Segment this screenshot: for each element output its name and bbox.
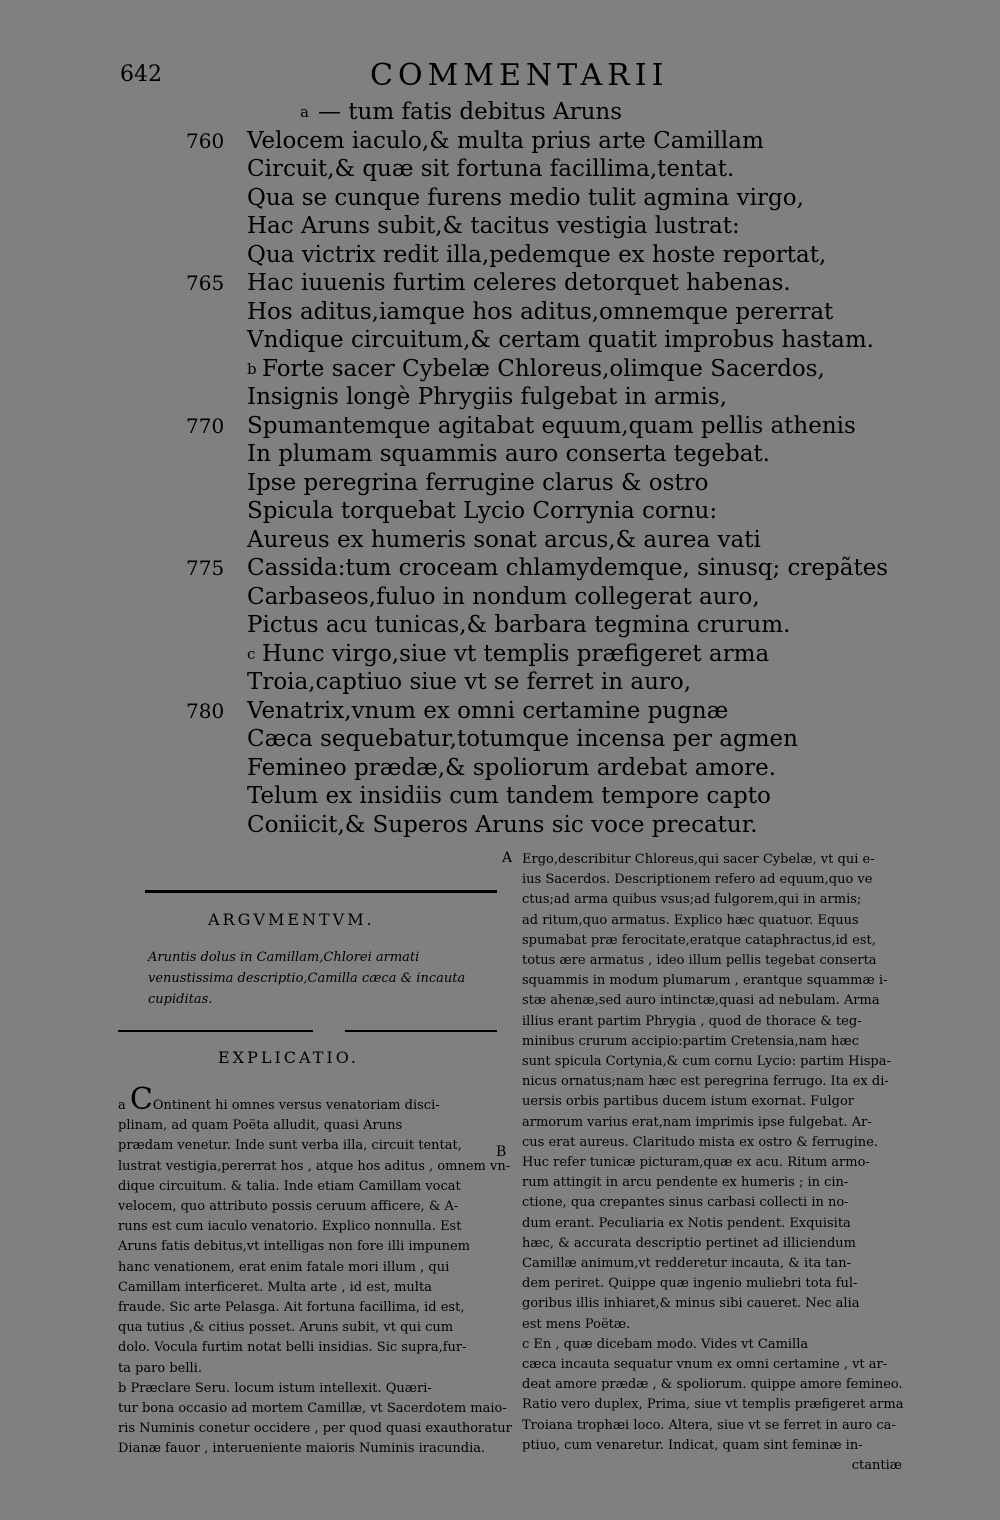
commentary-line: cæca incauta sequatur vnum ex omni certamine , vt ar-: [522, 1357, 888, 1373]
commentary-line: Camillæ animum,vt redderetur incauta, & ita tan-: [522, 1256, 851, 1272]
verse-text: Hac iuuenis furtim celeres detorquet habenas.: [247, 270, 791, 296]
verse-line: [0, 668, 1000, 697]
verse-text: Aureus ex humeris sonat arcus,& aurea vati: [247, 526, 761, 553]
note-marker: a: [300, 103, 309, 121]
verse-text: — tum fatis debitus Aruns: [318, 99, 623, 125]
note-marker: c: [247, 644, 256, 663]
commentary-line: stæ ahenæ,sed auro intinctæ,quasi ad nebulam. Arma: [522, 993, 880, 1009]
verse-text: Vndique circuitum,& certam quatit improbus hastam.: [247, 327, 874, 353]
commentary-line: [118, 1082, 498, 1117]
verse-text: Venatrix,vnum ex omni certamine pugnæ: [247, 697, 729, 724]
verse-line: [0, 127, 1000, 156]
commentary-text: Camillam interficeret. Multa arte , id est, multa: [118, 1279, 432, 1295]
verse-line: [0, 640, 1000, 669]
commentary-line: nicus ornatus;nam hæc est peregrina ferrugo. Ita ex di-: [522, 1074, 889, 1090]
commentary-line: ad ritum,quo armatus. Explico hæc quatuor. Equus: [522, 912, 859, 928]
commentary-line: dum erant. Peculiaria ex Notis pendent. Exquisita: [522, 1215, 851, 1231]
commentary-line: [118, 1278, 498, 1298]
commentary-line: [118, 1136, 498, 1156]
commentary-line: ctantiæ: [851, 1458, 902, 1474]
commentary-text: qua tutius ,& citius posset. Aruns subit, vt qui cum: [118, 1320, 454, 1336]
verse-line: [0, 782, 1000, 811]
running-head: COMMENTARII: [370, 58, 669, 93]
commentary-text: velocem, quo attributo possis ceruum afficere, & A-: [118, 1199, 459, 1215]
verse-line: [0, 98, 1000, 127]
commentary-text: prædam venetur. Inde sunt verba illa, circuit tentat,: [118, 1138, 462, 1154]
verse-number: 775: [186, 556, 225, 580]
commentary-line: deat amore prædæ , & spoliorum. quippe amore femineo.: [522, 1377, 903, 1393]
verse-text: Insignis longè Phrygiis fulgebat in armis,: [247, 384, 728, 410]
commentary-line: rum attingit in arcu pendente ex humeris ; in cin-: [522, 1175, 849, 1191]
verse-text: Spicula torquebat Lycio Corrynia cornu:: [247, 498, 718, 524]
verse-text: Femineo prædæ,& spoliorum ardebat amore.: [247, 754, 777, 781]
margin-letter-b: B: [496, 1144, 507, 1160]
verse-line: [0, 212, 1000, 241]
verse-text: Telum ex insidiis cum tandem tempore capto: [247, 783, 771, 809]
commentary-line: ptiuo, cum venaretur. Indicat, quam sint feminæ in-: [522, 1437, 863, 1453]
verse-text: Ipse peregrina ferrugine clarus & ostro: [247, 469, 709, 496]
verse-text: Velocem iaculo,& multa prius arte Camillam: [247, 127, 764, 154]
commentary-line: [118, 1399, 507, 1419]
commentary-line: ius Sacerdos. Descriptionem refero ad equum,quo ve: [522, 872, 873, 888]
commentary-line: [118, 1116, 498, 1136]
commentary-line: [118, 1338, 498, 1358]
verse-line: [0, 697, 1000, 726]
commentary-text: lustrat vestigia,pererrat hos , atque hos aditus , omnem vn-: [118, 1158, 511, 1174]
commentary-text: tur bona occasio ad mortem Camillæ, vt Sacerdotem maio-: [118, 1401, 507, 1417]
verse-text: Forte sacer Cybelæ Chloreus,olimque Sacerdos,: [262, 355, 825, 382]
verse-text: Spumantemque agitabat equum,quam pellis athenis: [247, 412, 856, 439]
commentary-line: Ergo,describitur Chloreus,qui sacer Cybelæ, vt qui e-: [522, 852, 875, 867]
rule-top: [145, 890, 497, 893]
commentary-right-column: [522, 850, 902, 1476]
note-marker: b: [247, 359, 257, 378]
commentary-line: ctione, qua crepantes sinus carbasi collecti in no-: [522, 1195, 849, 1211]
commentary-line: totus ære armatus , ideo illum pellis tegebat conserta: [522, 953, 877, 969]
commentary-line: [118, 1258, 498, 1278]
commentary-text: ta paro belli.: [118, 1360, 202, 1376]
commentary-line: [118, 1318, 498, 1338]
commentary-line: [118, 1237, 498, 1257]
verse-line: [0, 326, 1000, 355]
verse-line: [0, 155, 1000, 184]
argumentum-heading: ARGVMENTVM.: [208, 910, 375, 929]
verse-text: Hunc virgo,siue vt templis præfigeret arma: [262, 640, 770, 667]
verse-text: Cæca sequebatur,totumque incensa per agmen: [247, 726, 798, 752]
verse-line: [0, 383, 1000, 412]
verse-text: Cassida:tum croceam chlamydemque, sinusq; crepãtes: [247, 555, 889, 581]
verse-text: Qua se cunque furens medio tulit agmina virgo,: [247, 184, 804, 211]
verse-line: [0, 526, 1000, 555]
verse-line: [0, 269, 1000, 298]
verse-line: [0, 412, 1000, 441]
verse-text: Hos aditus,iamque hos aditus,omnemque pererrat: [247, 298, 834, 325]
commentary-line: [118, 1217, 498, 1237]
commentary-line: goribus illis inhiaret,& minus sibi caueret. Nec alia: [522, 1296, 860, 1312]
argumentum-text: Aruntis dolus in Camillam,Chlorei armati venustissima descriptio,Camilla cæca & incauta cupiditas.: [148, 950, 466, 1007]
commentary-line: [118, 1439, 498, 1459]
commentary-text: Dianæ fauor , interueniente maioris Numinis iracundia.: [118, 1441, 486, 1457]
verse-text: Circuit,& quæ sit fortuna facillima,tentat.: [247, 156, 735, 182]
commentary-text: b Præclare Seru. locum istum intellexit. Quæri-: [118, 1380, 432, 1396]
commentary-line: [118, 1157, 511, 1177]
commentary-left-column: [118, 1082, 512, 1460]
verse-text: Pictus acu tunicas,& barbara tegmina crurum.: [247, 612, 791, 638]
commentary-line: squammis in modum plumarum , erantque squammæ i-: [522, 973, 888, 989]
verse-text: Hac Aruns subit,& tacitus vestigia lustrat:: [247, 213, 740, 239]
verse-line: [0, 440, 1000, 469]
verse-line: [0, 298, 1000, 327]
commentary-line: [118, 1197, 498, 1217]
verse-number: 760: [186, 128, 225, 153]
commentary-line: [118, 1419, 512, 1439]
rule-middle-left: [118, 1030, 313, 1032]
verse-line: [0, 611, 1000, 640]
commentary-text: fraude. Sic arte Pelasga. Ait fortuna facillima, id est,: [118, 1300, 465, 1316]
commentary-line: armorum varius erat,nam imprimis ipse fulgebat. Ar-: [522, 1114, 872, 1130]
commentary-text: Aruns fatis debitus,vt intelligas non fore illi impunem: [118, 1239, 471, 1255]
commentary-line: minibus crurum accipio:partim Cretensia,nam hæc: [522, 1033, 860, 1049]
verse-line: [0, 754, 1000, 783]
commentary-line: spumabat præ ferocitate,eratque cataphractus,id est,: [522, 932, 876, 948]
commentary-text: plinam, ad quam Poëta alludit, quasi Aruns: [118, 1118, 403, 1134]
commentary-line: [118, 1298, 498, 1318]
commentary-text: dolo. Vocula furtim notat belli insidias. Sic supra,fur-: [118, 1340, 467, 1356]
verse-text: Qua victrix redit illa,pedemque ex hoste reportat,: [247, 241, 827, 268]
verse-text: Coniicit,& Superos Aruns sic voce precatur.: [247, 811, 758, 838]
commentary-line: est mens Poëtæ.: [522, 1316, 631, 1332]
commentary-line: cus erat aureus. Claritudo mista ex ostro & ferrugine.: [522, 1134, 878, 1150]
verse-line: [0, 554, 1000, 583]
commentary-line: Huc refer tunicæ picturam,quæ ex acu. Ritum armo-: [522, 1155, 870, 1171]
verse-line: [0, 469, 1000, 498]
commentary-line: dem periret. Quippe quæ ingenio muliebri tota ful-: [522, 1276, 858, 1292]
verse-line: [0, 725, 1000, 754]
verse-text: In plumam squammis auro conserta tegebat.: [247, 441, 770, 467]
verse-line: [0, 184, 1000, 213]
rule-middle-right: [345, 1030, 497, 1032]
note-marker: a: [118, 1098, 130, 1113]
verse-line: [0, 355, 1000, 384]
commentary-line: [118, 1359, 498, 1379]
verse-number: 765: [186, 271, 225, 295]
verse-line: [0, 241, 1000, 270]
explicatio-heading: EXPLICATIO.: [218, 1048, 359, 1067]
verse-number: 780: [186, 698, 225, 723]
commentary-text: ris Numinis conetur occidere , per quod quasi exauthoratur: [118, 1421, 512, 1437]
commentary-line: Troiana trophæi loco. Altera, siue vt se ferret in auro ca-: [522, 1417, 896, 1433]
commentary-line: Ratio vero duplex, Prima, siue vt templis præfigeret arma: [522, 1397, 904, 1413]
verse-line: [0, 497, 1000, 526]
commentary-line: illius erant partim Phrygia , quod de thorace & teg-: [522, 1013, 862, 1029]
verse-line: [0, 583, 1000, 612]
commentary-text: Ontinent hi omnes versus venatoriam disci-: [152, 1098, 440, 1113]
commentary-line: [118, 1379, 498, 1399]
commentary-line: uersis orbis partibus ducem istum exornat. Fulgor: [522, 1094, 855, 1110]
margin-letter-a: A: [502, 850, 513, 866]
verse-text: Troia,captiuo siue vt se ferret in auro,: [247, 669, 692, 695]
commentary-line: [118, 1177, 498, 1197]
verse-number: 770: [186, 413, 225, 438]
verse-line: [0, 811, 1000, 840]
commentary-text: runs est cum iaculo venatorio. Explico nonnulla. Est: [118, 1219, 462, 1235]
commentary-text: hanc venationem, erat enim fatale mori illum , qui: [118, 1259, 450, 1275]
commentary-line: sunt spicula Cortynia,& cum cornu Lycio: partim Hispa-: [522, 1054, 891, 1070]
drop-cap: C: [129, 1082, 153, 1117]
commentary-line: ctus;ad arma quibus vsus;ad fulgorem,qui in armis;: [522, 892, 862, 908]
verse-text: Carbaseos,fuluo in nondum collegerat auro,: [247, 583, 760, 610]
page-number: 642: [120, 62, 162, 87]
verse-block: [0, 98, 1000, 839]
commentary-text: dique circuitum. & talia. Inde etiam Camillam vocat: [118, 1178, 461, 1194]
commentary-line: c En , quæ dicebam modo. Vides vt Camilla: [522, 1336, 809, 1352]
commentary-line: hæc, & accurata descriptio pertinet ad illiciendum: [522, 1235, 856, 1251]
